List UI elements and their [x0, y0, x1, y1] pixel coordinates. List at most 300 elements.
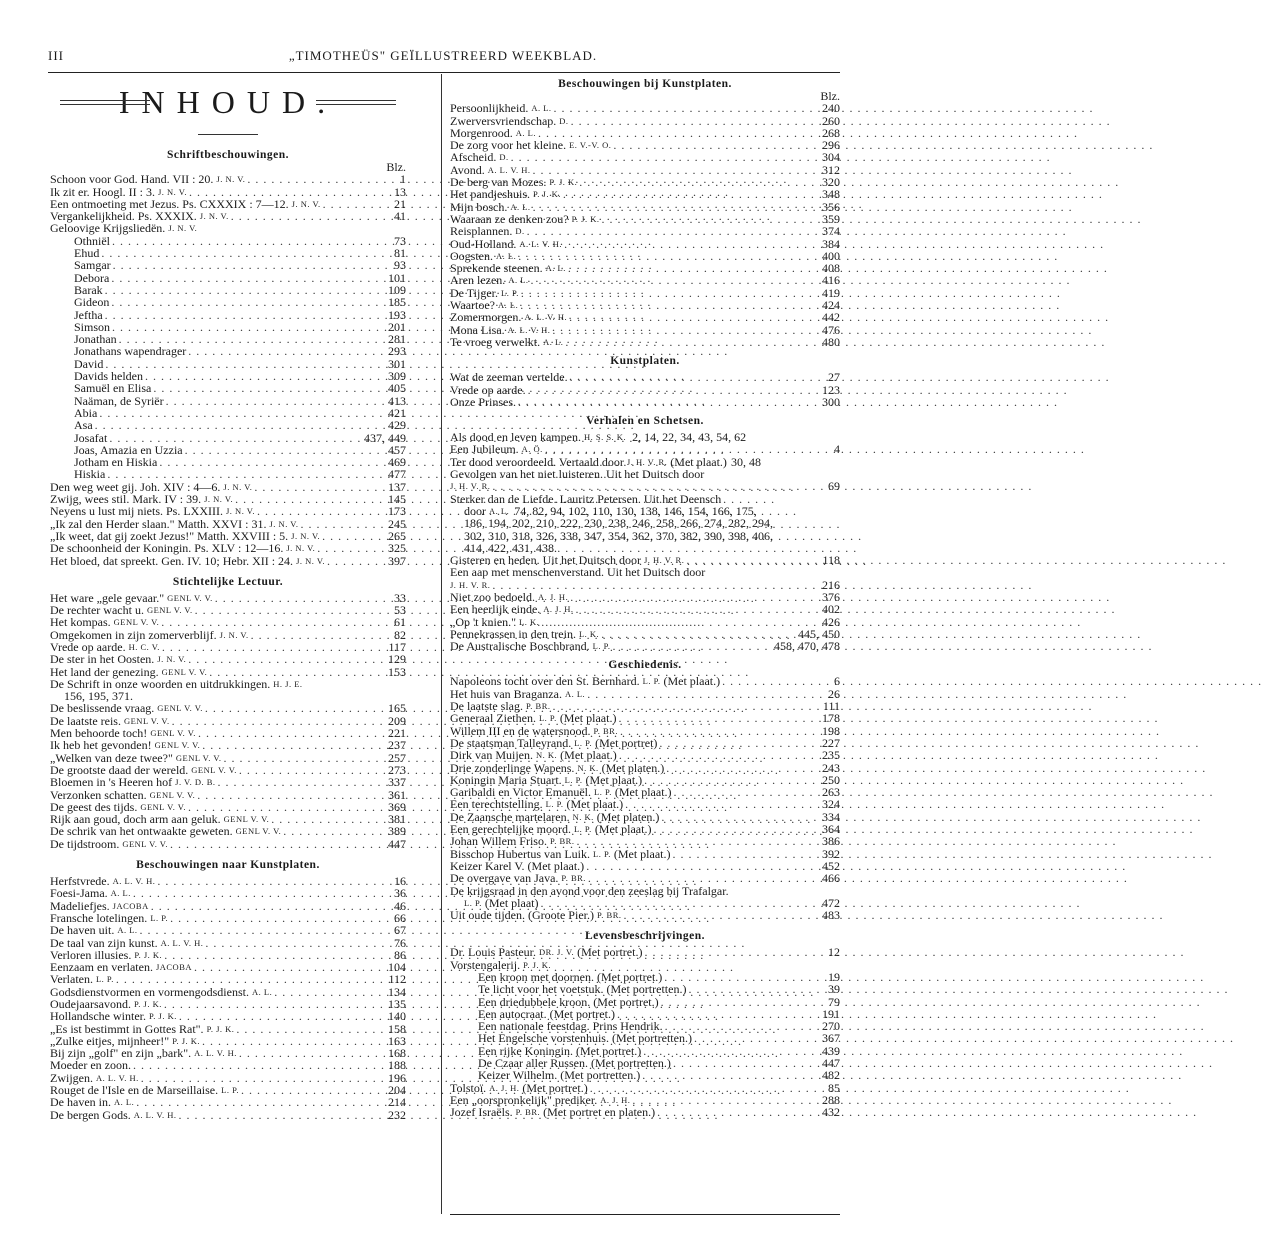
section-heading: Beschouwingen bij Kunstplaten. [558, 78, 732, 90]
page-ref: 117 [388, 639, 406, 654]
toc-entry: De Australische Boschbrand. L. P. . . . 458, 470, 478 [450, 640, 840, 652]
toc-entry-cont: door A. L. 74, 82, 94, 102, 110, 130, 138, 146, 154, 166, 175, [464, 503, 757, 518]
toc-entry: Een kroon met doornen. (Met portret.) . . . 19 [450, 971, 840, 983]
toc-entry: De bergen Gods. A. L. V. H. . . . 232 [50, 1108, 406, 1120]
page-ref: 421 [388, 405, 406, 420]
page-column-label: Blz. [386, 160, 406, 174]
page-ref: 476 [822, 322, 840, 337]
page-ref: 41 [394, 209, 406, 224]
toc-entry: De zorg voor het kleine. E. V.-V. O. . . . 296 [450, 139, 840, 151]
page-ref: 389 [388, 824, 406, 839]
page-ref: 79 [828, 994, 840, 1009]
toc-entry: Garibaldi en Victor Emanuël. L. P. (Met plaat.) . . . 263 [450, 786, 840, 798]
page-ref: 82 [394, 627, 406, 642]
page-ref: 245 [388, 516, 406, 531]
page-ref: 76 [394, 935, 406, 950]
toc-entry: David . . . 301 [50, 357, 406, 369]
page-ref: 221 [388, 726, 406, 741]
toc-entry: De laatste reis. GENL V. V. . . . 209 [50, 714, 406, 726]
page-ref: 309 [388, 369, 406, 384]
page-ref: 235 [822, 748, 840, 763]
page-ref: 158 [388, 1021, 406, 1036]
page-ref: 397 [388, 553, 406, 568]
toc-entry: Vrede op aarde. H. C. V. . . . 117 [50, 641, 406, 653]
page-ref: 237 [388, 738, 406, 753]
toc-entry: Omgekomen in zijn zomerverblijf. J. N. V. . . . 82 [50, 628, 406, 640]
page-ref: 359 [822, 211, 840, 226]
toc-entry: Als dood en leven kampen. H. S. S. K. 2, 14, 22, 34, 43, 54, 62 [450, 430, 747, 445]
page-ref: 198 [822, 723, 840, 738]
page-ref: 447 [388, 836, 406, 851]
page-ref: 134 [388, 984, 406, 999]
toc-entry: „Op 't knien." L. K. . . . 426 [450, 615, 840, 627]
toc-entry: Het pandjeshuis. P. J. K. . . . 348 [450, 188, 840, 200]
toc-entry: De haven in. A. L. . . . 214 [50, 1096, 406, 1108]
toc-list [450, 371, 840, 408]
toc-entry: De laatste slag. P. BR. . . . 111 [450, 700, 840, 712]
toc-entry: Vergankelijkheid. Ps. XXXIX. J. N. V. . . . 41 [50, 210, 406, 222]
toc-entry: Het ware „gele gevaar." GENL V. V. . . . 33 [50, 592, 406, 604]
toc-entry: De Tijger. L. P. . . . 419 [450, 286, 840, 298]
page-ref: 320 [822, 175, 840, 190]
page-ref: 416 [822, 273, 840, 288]
toc-entry: Rouget de l'Isle en de Marseillaise. L. P. . . . 204 [50, 1084, 406, 1096]
page-ref: 21 [394, 196, 406, 211]
toc-entry: Eenzaam en verlaten. JACOBA . . . 104 [50, 961, 406, 973]
toc-entry: De berg van Mozes. P. J. K. . . . 320 [450, 176, 840, 188]
left-column [50, 80, 406, 1121]
page-ref: 209 [388, 713, 406, 728]
toc-entry: Debora . . . 101 [50, 271, 406, 283]
page-ref: 361 [388, 787, 406, 802]
page-ref: 85 [828, 1080, 840, 1095]
toc-entry: Rijk aan goud, doch arm aan geluk. GENL V. V. . . . 381 [50, 813, 406, 825]
page-ref: 188 [388, 1058, 406, 1073]
page-ref: 86 [394, 947, 406, 962]
toc-entry: Hiskia . . . 477 [50, 468, 406, 480]
toc-entry: De Zaansche martelaren. N. K. (Met platen.) . . . 334 [450, 810, 840, 822]
toc-entry: Jotham en Hiskia . . . 469 [50, 456, 406, 468]
toc-list [50, 592, 406, 678]
toc-entry: Foesi-Jama. A. L. . . . 36 [50, 887, 406, 899]
toc-entry: Dirk van Muijen. N. K. (Met plaat.) . . . 235 [450, 749, 840, 761]
page-ref: 137 [388, 479, 406, 494]
page-ref: 293 [388, 344, 406, 359]
page-ref: 33 [394, 590, 406, 605]
toc-entry: Een gerechtelijke moord. L. P. (Met plaat.) . . . 364 [450, 823, 840, 835]
toc-entry: Een ontmoeting met Jezus. Ps. CXXXIX : 7—12. J. N. V. . . . 21 [50, 198, 406, 210]
toc-entry: Jozef Israëls. P. BR. (Met portret en platen.) . . . 432 [450, 1106, 840, 1118]
toc-entry: Jonathan . . . 281 [50, 333, 406, 345]
publication-title: „TIMOTHEÜS" GEÏLLUSTREERD WEEKBLAD. [288, 48, 598, 63]
page-ref: 265 [388, 528, 406, 543]
toc-entry: Een aap met menschenverstand. Uit het Duitsch door [450, 565, 706, 580]
page-ref: 53 [394, 603, 406, 618]
toc-entry: Ter dood veroordeeld. Vertaald door J. H. V. R. (Met plaat.) 30, 48 [450, 454, 761, 469]
page-ref: 348 [822, 187, 840, 202]
page-ref: 26 [828, 686, 840, 701]
page-ref: 1 [400, 172, 406, 187]
toc-list [50, 702, 406, 850]
toc-entry: Een Jubileum. A. Ö. . . . 4 [450, 443, 840, 455]
toc-entry: „Ik zal den Herder slaan." Matth. XXVI : 31. J. N. V. . . . 245 [50, 517, 406, 529]
page-ref: 442 [822, 310, 840, 325]
toc-entry: Zwijgen. A. L. V. H. . . . 196 [50, 1071, 406, 1083]
section-heading: Stichtelijke Lectuur. [172, 575, 284, 588]
page-ref: 480 [822, 334, 840, 349]
page-ref: 482 [822, 1068, 840, 1083]
toc-entry: „Zulke eitjes, mijnheer!" P. J. K. . . . 163 [50, 1035, 406, 1047]
toc-entry: Gevolgen van het niet luisteren. Uit het Duitsch door [450, 467, 705, 482]
page-ref: 337 [388, 775, 406, 790]
page-ref: 452 [822, 858, 840, 873]
toc-sublist [450, 971, 840, 1082]
toc-entry-cont: J. H. V. R. . . . 69 [450, 480, 840, 492]
toc-entry: De rechter wacht u. GENL V. V. . . . 53 [50, 604, 406, 616]
toc-entry: Vrede op aarde. . . . 123 [450, 383, 840, 395]
toc-entry: De geest des tijds. GENL V. V. . . . 369 [50, 801, 406, 813]
page-ref: 61 [394, 615, 406, 630]
page-ref: 232 [388, 1107, 406, 1122]
page-ref: 165 [388, 701, 406, 716]
toc-entry: Ehud . . . 81 [50, 247, 406, 259]
toc-entry: De tijdstroom. GENL V. V. . . . 447 [50, 837, 406, 849]
page-ref: 240 [822, 101, 840, 116]
page-ref: 356 [822, 199, 840, 214]
toc-entry: Waaraan ze denken zou? P. J. K. . . . 359 [450, 213, 840, 225]
section-heading: Beschouwingen naar Kunstplaten. [136, 858, 320, 871]
page-ref: 367 [822, 1031, 840, 1046]
page-ref: 135 [388, 997, 406, 1011]
page-ref: 145 [388, 492, 406, 507]
toc-entry: De ster in het Oosten. J. N. V. . . . 129 [50, 653, 406, 665]
toc-entry: De grootste daad der wereld. GENL V. V. . . . 273 [50, 764, 406, 776]
toc-entry: De schrik van het ontwaakte geweten. GENL V. V. . . . 389 [50, 825, 406, 837]
toc-entry: Vorstengalerij. P. J. K. [450, 957, 551, 972]
page-ref: 312 [822, 162, 840, 177]
toc-entry: Samuël en Elisa . . . 405 [50, 382, 406, 394]
page-ref: 185 [388, 295, 406, 310]
toc-entry: Samgar . . . 93 [50, 259, 406, 271]
toc-entry: „Es ist bestimmt in Gottes Rat". P. J. K. . . . 158 [50, 1022, 406, 1034]
toc-entry: Sterker dan de Liefde. Lauritz Petersen. Uit het Deensch [450, 491, 722, 506]
page-ref: 458, 470, 478 [774, 639, 840, 654]
page-ref: 140 [388, 1009, 406, 1024]
toc-entry: Zomermorgen. A. L. V. H. . . . 442 [450, 311, 840, 323]
toc-entry: Drie zonderlinge Wapens. N. K. (Met platen.) . . . 243 [450, 761, 840, 773]
toc-entry: Een nationale feestdag. Prins Hendrik. . . . 270 [450, 1020, 840, 1032]
page-ref: 466 [822, 871, 840, 886]
toc-entry: Bisschop Hubertus van Luik. L. P. (Met plaat.) . . . 392 [450, 847, 840, 859]
page-ref: 376 [822, 589, 840, 604]
page-ref: 300 [822, 394, 840, 409]
toc-entry: Reisplannen. D. . . . 374 [450, 225, 840, 237]
page-ref: 392 [822, 846, 840, 861]
toc-entry: Simson . . . 201 [50, 321, 406, 333]
toc-list [450, 102, 840, 348]
page-ref: 36 [394, 886, 406, 901]
toc-entry: Ik zit er. Hoogl. II : 3. J. N. V. . . . 13 [50, 185, 406, 197]
page-ref: 419 [822, 285, 840, 300]
toc-entry: Bloemen in 's Heeren hof J. V. D. B. . . . 337 [50, 776, 406, 788]
section-heading: Kunstplaten. [610, 354, 680, 367]
page-ref: 257 [388, 750, 406, 765]
page-ref: 260 [822, 113, 840, 128]
page-ref: 104 [388, 960, 406, 975]
page-ref: 39 [828, 982, 840, 997]
page-ref: 73 [394, 233, 406, 248]
page-ref: 429 [388, 418, 406, 433]
toc-entry: Ik heb het gevonden! GENL V. V. . . . 237 [50, 739, 406, 751]
page-ref: 101 [388, 270, 406, 285]
toc-entry: Othniël . . . 73 [50, 234, 406, 246]
toc-entry: Abia . . . 421 [50, 407, 406, 419]
page-ref: 123 [822, 382, 840, 397]
toc-list [50, 875, 406, 1121]
toc-entry: Te licht voor het voetstuk. (Met portretten.) . . . 39 [450, 983, 840, 995]
page-ref: 408 [822, 261, 840, 276]
page-ref: 281 [388, 332, 406, 347]
index-title-text: INHOUD. [118, 84, 338, 120]
page-ref: 163 [388, 1033, 406, 1048]
toc-entry: Morgenrood. A. L. . . . 268 [450, 127, 840, 139]
page-ref: 447 [822, 1056, 840, 1071]
toc-entry: Pennekrassen in den trein. L. K. . . . 445, 450 [450, 628, 840, 640]
page-ref: 402 [822, 602, 840, 617]
page-ref: 27 [828, 370, 840, 385]
toc-entry: Waartoe? A. L. . . . 424 [450, 299, 840, 311]
page-ref: 413 [388, 393, 406, 408]
page-column-label: Blz. [820, 89, 840, 103]
header-rule [48, 72, 840, 73]
page-ref: 424 [822, 298, 840, 313]
toc-sublist [50, 234, 406, 480]
page-ref: 273 [388, 762, 406, 777]
page-ref: 191 [822, 1006, 840, 1021]
page-ref: 304 [822, 150, 840, 165]
toc-entry: Godsdienstvormen en vormengodsdienst. A. L. . . . 134 [50, 985, 406, 997]
index-title [50, 80, 406, 126]
toc-entry-cont: 302, 310, 318, 326, 338, 347, 354, 362, 370, 382, 390, 398, 406, [464, 528, 773, 543]
page-ref: 112 [388, 972, 406, 987]
page-ref: 227 [822, 735, 840, 750]
toc-entry-cont: 186, 194, 202, 210, 222, 230, 238, 246, 258, 266, 274, 282, 294, [464, 516, 773, 531]
page-ref: 381 [388, 812, 406, 827]
toc-entry: Een heerlijk einde. A. J. H. . . . 402 [450, 603, 840, 615]
toc-entry: Een terechtstelling. L. P. (Met plaat.) . . . 324 [450, 798, 840, 810]
toc-entry: Barak . . . 109 [50, 284, 406, 296]
toc-entry: Oudejaarsavond. P. J. K. . . . 135 [50, 998, 406, 1010]
section-heading: Verhalen en Schetsen. [586, 414, 704, 427]
toc-entry: „Welken van deze twee?" GENL V. V. . . . 257 [50, 751, 406, 763]
toc-entry: Persoonlijkheid. A. L. . . . 240 [450, 102, 840, 114]
toc-entry: De overgave van Java. P. BR. . . . 466 [450, 872, 840, 884]
toc-entry: Onze Prinses. . . . 300 [450, 396, 840, 408]
page-ref: 432 [822, 1105, 840, 1120]
toc-entry: Tolstoï. A. J. H. (Met portret.) . . . 85 [450, 1081, 840, 1093]
toc-entry: Oogsten. A. L. . . . 400 [450, 250, 840, 262]
toc-entry: Niet zoo bedoeld. A. J. H. . . . 376 [450, 591, 840, 603]
toc-entry: Een rijke Koningin. (Met portret.) . . . 439 [450, 1044, 840, 1056]
page-ref: 445, 450 [798, 626, 840, 641]
page-ref: 405 [388, 381, 406, 396]
page-ref: 168 [388, 1046, 406, 1061]
page-ref: 288 [822, 1092, 840, 1107]
toc-entry: De staatsman Talleyrand. L. P. (Met portret) . . . 227 [450, 737, 840, 749]
toc-entry: Afscheid. D. . . . 304 [450, 151, 840, 163]
page-ref: 173 [388, 504, 406, 519]
page-ref: 334 [822, 809, 840, 824]
toc-entry: De beslissende vraag. GENL V. V. . . . 165 [50, 702, 406, 714]
toc-entry: Zwerversvriendschap. D. . . . 260 [450, 114, 840, 126]
toc-entry: Schoon voor God. Hand. VII : 20. J. N. V. . . . 1 [50, 173, 406, 185]
toc-entry: Men behoorde toch! GENL V. V. . . . 221 [50, 727, 406, 739]
toc-entry: Jonathans wapendrager . . . 293 [50, 345, 406, 357]
toc-entry: Het bloed, dat spreekt. Gen. IV. 10; Hebr. XII : 24. J. N. V. . . . 397 [50, 554, 406, 566]
page-ref: 325 [388, 541, 406, 556]
page-ref: 204 [388, 1083, 406, 1098]
page-ref: 364 [822, 822, 840, 837]
toc-entry: Zwijg, wees stil. Mark. IV : 39. J. N. V. . . . 145 [50, 493, 406, 505]
page-ref: 477 [388, 467, 406, 482]
page-ref: 46 [394, 898, 406, 913]
toc-entry: Een autocraat. (Met portret.) . . . 191 [450, 1008, 840, 1020]
page-ref: 111 [822, 699, 840, 714]
page-ref: 129 [388, 652, 406, 667]
toc-entry: De schoonheid der Koningin. Ps. XLV : 12—16. J. N. V. . . . 325 [50, 542, 406, 554]
toc-entry: Herfstvrede. A. L. V. H. . . . 16 [50, 875, 406, 887]
toc-entry: Een driedubbele kroon. (Met portret.) . . . 79 [450, 995, 840, 1007]
section-heading: Geschiedenis. [608, 659, 682, 672]
toc-entry: Keizer Karel V. (Met plaat.) . . . 452 [450, 860, 840, 872]
page-ref: 81 [394, 246, 406, 261]
toc-entry: Verzonken schatten. GENL V. V. . . . 361 [50, 788, 406, 800]
toc-entry: Verloren illusies. P. J. K. . . . 86 [50, 949, 406, 961]
page-ref: 109 [388, 282, 406, 297]
page-ref: 13 [394, 184, 406, 199]
toc-entry: Koningin Maria Stuart. L. P. (Met plaat.) . . . 250 [450, 774, 840, 786]
page-header [48, 44, 838, 66]
page-ref: 270 [822, 1019, 840, 1034]
toc-entry: „Ik weet, dat gij zoekt Jezus!" Matth. XXVIII : 5. J. N. V. . . . 265 [50, 530, 406, 542]
page-ref: 439 [822, 1043, 840, 1058]
toc-entry: Bij zijn „golf" en zijn „bark". A. L. V. H. . . . 168 [50, 1047, 406, 1059]
toc-entry: Neyens u lust mij niets. Ps. LXXIII. J. N. V. . . . 173 [50, 505, 406, 517]
toc-entry: De Czaar aller Russen. (Met portretten.) . . . 447 [450, 1057, 840, 1069]
page-ref: 6 [834, 674, 840, 689]
toc-entry: Fransche lotelingen. L. P. . . . 66 [50, 912, 406, 924]
toc-entry: Gideon . . . 185 [50, 296, 406, 308]
toc-entry: De krijgsraad in den avond voor den zeeslag bij Trafalgar. [450, 883, 729, 898]
footer-rule [450, 1214, 840, 1215]
toc-entry-cont: L. P. (Met plaat) . . . 472 [450, 897, 840, 909]
page-ref: 243 [822, 760, 840, 775]
page-ref: 400 [822, 248, 840, 263]
page-ref: 178 [822, 711, 840, 726]
page-ref: 263 [822, 785, 840, 800]
page-ref: 196 [388, 1070, 406, 1085]
right-column [450, 78, 840, 1118]
toc-entry: Josafat . . . 437, 449 [50, 431, 406, 443]
page-ref: 296 [822, 138, 840, 153]
toc-list [50, 173, 406, 222]
toc-entry: Napoleons tocht over den St. Bernhard. L. P. (Met plaat.) . . . 6 [450, 675, 840, 687]
toc-entry: De taal van zijn kunst. A. L. V. H. . . . 76 [50, 936, 406, 948]
section-heading: Schriftbeschouwingen. [167, 149, 289, 161]
page-ref: 301 [388, 356, 406, 371]
toc-entry: Asa . . . 429 [50, 419, 406, 431]
page-ref: 268 [822, 125, 840, 140]
toc-list [450, 1081, 840, 1118]
toc-entry: Hollandsche winter. P. J. K. . . . 140 [50, 1010, 406, 1022]
toc-entry: De Schrift in onze woorden en uitdrukkingen. H. J. E. [50, 676, 303, 691]
toc-entry: Aren lezen. A. L. . . . 416 [450, 274, 840, 286]
page-ref: 457 [388, 442, 406, 457]
page-number: III [48, 48, 64, 63]
page-ref: 469 [388, 455, 406, 470]
title-rule [198, 134, 258, 135]
toc-entry: Davids helden . . . 309 [50, 370, 406, 382]
page-ref: 19 [828, 970, 840, 984]
toc-entry: Madeliefjes. JACOBA . . . 46 [50, 899, 406, 911]
toc-entry: Gisteren en heden. Uit het Duitsch door J. H. V. R. . . . 118 [450, 554, 840, 566]
toc-entry: Te vroeg verwelkt. A. L. . . . 480 [450, 336, 840, 348]
page-ref: 374 [822, 224, 840, 239]
page-ref: 369 [388, 799, 406, 814]
toc-entry: Joas, Amazia en Uzzia . . . 457 [50, 444, 406, 456]
toc-entry: Mijn bosch. A. L. . . . 356 [450, 200, 840, 212]
toc-entry: Naäman, de Syriër . . . 413 [50, 394, 406, 406]
toc-entry: Jeftha . . . 193 [50, 308, 406, 320]
toc-entry: Verlaten. L. P. . . . 112 [50, 973, 406, 985]
page-ref: 93 [394, 258, 406, 273]
page-ref: 386 [822, 834, 840, 849]
toc-entry: Oud-Holland. A. L. V. H. . . . 384 [450, 237, 840, 249]
toc-entry-cont: 414, 422, 431, 438. [464, 540, 557, 555]
page-ref: 67 [394, 923, 406, 938]
page-ref: 437, 449 [364, 430, 406, 445]
toc-entry: Moeder en zoon. . . . 188 [50, 1059, 406, 1071]
toc-entry: Wat de zeeman vertelde. . . . 27 [450, 371, 840, 383]
toc-group-label: Geloovige Krijgsliedën. J. N. V. [50, 221, 198, 236]
toc-list [450, 675, 840, 884]
page-ref: 193 [388, 307, 406, 322]
toc-entry: Johan Willem Friso. P. BR. . . . 386 [450, 835, 840, 847]
page-ref: 214 [388, 1095, 406, 1110]
toc-entry: Keizer Wilhelm. (Met portretten.) . . . 482 [450, 1069, 840, 1081]
toc-entry: Het huis van Braganza. A. L. . . . 26 [450, 687, 840, 699]
toc-entry: Het land der genezing. GENL V. V. . . . 153 [50, 665, 406, 677]
toc-list [50, 480, 406, 566]
toc-entry: Den weg weet gij. Joh. XIV : 4—6. J. N. V. . . . 137 [50, 480, 406, 492]
toc-entry-cont: 156, 195, 371. [64, 689, 133, 704]
toc-entry: Dr. Louis Pasteur. DR. J. V. (Met portret.) . . . 12 [450, 946, 840, 958]
page-ref: 66 [394, 910, 406, 925]
toc-entry: Uit oude tijden. (Groote Pier.) P. BR. . . . 483 [450, 909, 840, 921]
page-ref: 426 [822, 614, 840, 629]
section-heading: Levensbeschrijvingen. [584, 930, 706, 943]
toc-entry: Mona Lisa. A. L. V. H. . . . 476 [450, 323, 840, 335]
page-ref: 250 [822, 772, 840, 787]
page-ref: 16 [394, 874, 406, 889]
toc-entry: Willem III en de watersnood. P. BR. . . . 198 [450, 724, 840, 736]
toc-entry: Het Engelsche vorstenhuis. (Met portretten.) . . . 367 [450, 1032, 840, 1044]
toc-entry: Sprekende steenen. A. L. . . . 408 [450, 262, 840, 274]
page-ref: 384 [822, 236, 840, 251]
page-ref: 153 [388, 664, 406, 679]
toc-entry: Het kompas. GENL V. V. . . . 61 [50, 616, 406, 628]
toc-entry: Generaal Ziethen. L. P. (Met plaat.) . . . 178 [450, 712, 840, 724]
